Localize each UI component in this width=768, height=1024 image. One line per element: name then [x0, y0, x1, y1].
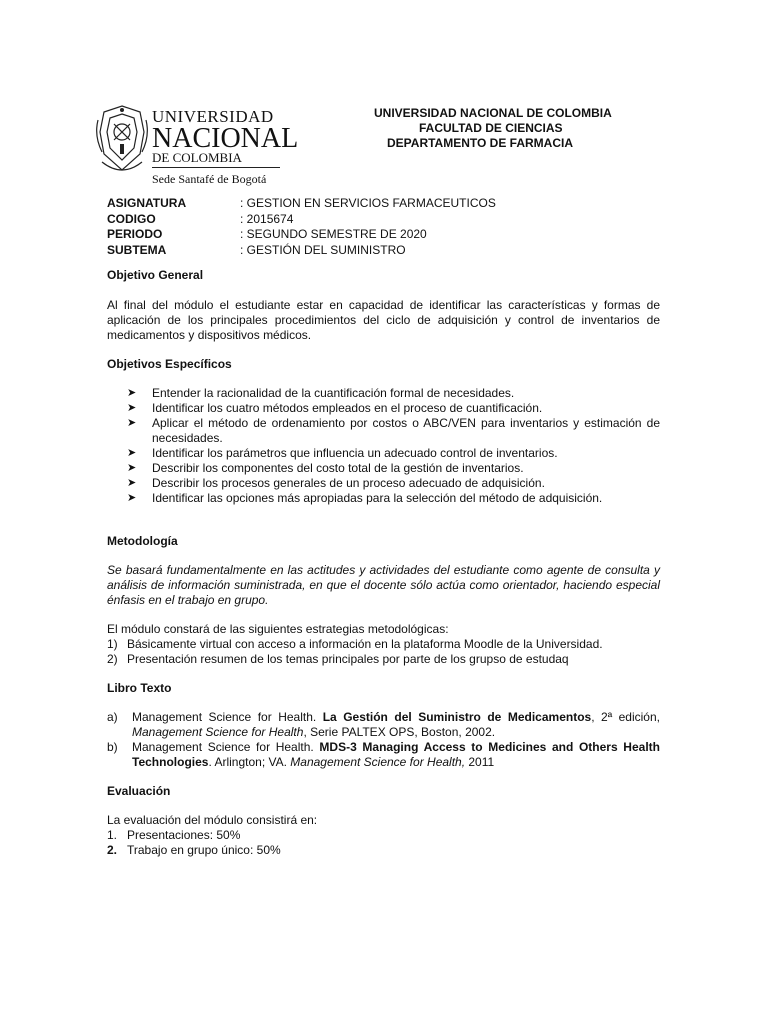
- objetivo-general-text: Al final del módulo el estudiante estar en capacidad de identificar las características y formas de aplicación de los principales procedimientos del ciclo de adquisición y control de inventarios de medicamentos y dispositivos médicos.: [107, 298, 660, 342]
- list-item: 2) Presentación resumen de los temas principales por parte de los grupso de estudaq: [107, 652, 569, 666]
- meta-row: [107, 227, 667, 243]
- list-item: ➤ Entender la racionalidad de la cuantificación formal de necesidades.: [127, 386, 515, 400]
- evaluacion-intro: La evaluación del módulo consistirá en:: [107, 813, 318, 827]
- meta-key: PERIODO: [107, 227, 163, 241]
- university-logo: [94, 98, 299, 190]
- book-title: MDS-3 Managing Access to Medicines and Others Health Technologies: [132, 740, 660, 769]
- list-item: ➤ Identificar los parámetros que influencia un adecuado control de inventarios.: [127, 446, 558, 460]
- logo-text-nacional: NACIONAL: [152, 123, 299, 154]
- book-title: La Gestión del Suministro de Medicamentos: [322, 710, 592, 724]
- logo-text-de-colombia: DE COLOMBIA: [152, 150, 242, 165]
- document-header: [330, 106, 664, 151]
- meta-value: : 2015674: [240, 211, 294, 226]
- meta-value: : GESTION EN SERVICIOS FARMACEUTICOS: [240, 196, 496, 210]
- metodologia-intro: Se basará fundamentalmente en las actitudes y actividades del estudiante como agente de consulta y análisis de información suministrada, en que el docente sólo actúa como orientador, haciendo especial énfasis en el trabajo en grupo.: [107, 563, 660, 607]
- header-university: UNIVERSIDAD NACIONAL DE COLOMBIA: [374, 106, 612, 120]
- logo-divider: [152, 167, 280, 168]
- meta-row: [107, 196, 667, 212]
- objectives-list: [107, 386, 660, 506]
- list-item: 1) Básicamente virtual con acceso a información en la plataforma Moodle de la Universidad.: [107, 637, 603, 651]
- arrowhead-bullet-icon: ➤: [127, 447, 137, 459]
- arrowhead-bullet-icon: ➤: [127, 387, 137, 399]
- list-item: ➤ Identificar las opciones más apropiadas para la selección del método de adquisición.: [127, 491, 603, 505]
- list-item: ➤ Describir los componentes del costo total de la gestión de inventarios.: [127, 461, 524, 475]
- list-item: ➤ Aplicar el método de ordenamiento por costos o ABC/VEN para inventarios y estimación de necesidades.: [127, 416, 660, 445]
- list-item: 1. Presentaciones: 50%: [107, 828, 241, 842]
- arrowhead-bullet-icon: ➤: [127, 477, 137, 489]
- section-title-objetivos-especificos: Objetivos Específicos: [107, 357, 232, 371]
- meta-value: : GESTIÓN DEL SUMINISTRO: [240, 242, 406, 257]
- section-title-metodologia: Metodología: [107, 534, 178, 548]
- meta-row: [107, 212, 667, 228]
- list-item: ➤ Identificar los cuatro métodos empleados en el proceso de cuantificación.: [127, 401, 543, 415]
- book-reference: b) Management Science for Health. MDS-3 Managing Access to Medicines and Others Health Technologies. Arlington; VA. Management Science for Health, 2011: [107, 740, 660, 769]
- meta-row: [107, 243, 667, 259]
- list-item: 2. Trabajo en grupo único: 50%: [107, 843, 281, 857]
- book-reference: a) Management Science for Health. La Gestión del Suministro de Medicamentos, 2ª edición, Management Science for Health, Serie PALTEX OPS, Boston, 2002.: [107, 710, 660, 739]
- course-meta: [107, 196, 667, 258]
- section-title-evaluacion: Evaluación: [107, 784, 171, 798]
- meta-key: ASIGNATURA: [107, 196, 187, 210]
- document-body: [107, 268, 660, 858]
- arrowhead-bullet-icon: ➤: [127, 417, 137, 429]
- arrowhead-bullet-icon: ➤: [127, 492, 137, 504]
- header-department: DEPARTAMENTO DE FARMACIA: [387, 136, 573, 150]
- university-seal-icon: [94, 102, 150, 176]
- logo-text-sede: Sede Santafé de Bogotá: [152, 172, 267, 186]
- metodologia-strategies-intro: El módulo constará de las siguientes estrategias metodológicas:: [107, 622, 449, 636]
- arrowhead-bullet-icon: ➤: [127, 402, 137, 414]
- section-title-objetivo-general: Objetivo General: [107, 268, 204, 282]
- logo-text-universidad: UNIVERSIDAD: [152, 107, 274, 126]
- section-title-libro-texto: Libro Texto: [107, 681, 172, 695]
- meta-value: : SEGUNDO SEMESTRE DE 2020: [240, 227, 427, 241]
- meta-key: CODIGO: [107, 211, 156, 226]
- arrowhead-bullet-icon: ➤: [127, 462, 137, 474]
- meta-key: SUBTEMA: [107, 242, 167, 257]
- list-item: ➤ Describir los procesos generales de un proceso adecuado de adquisición.: [127, 476, 545, 490]
- header-faculty: FACULTAD DE CIENCIAS: [419, 121, 563, 135]
